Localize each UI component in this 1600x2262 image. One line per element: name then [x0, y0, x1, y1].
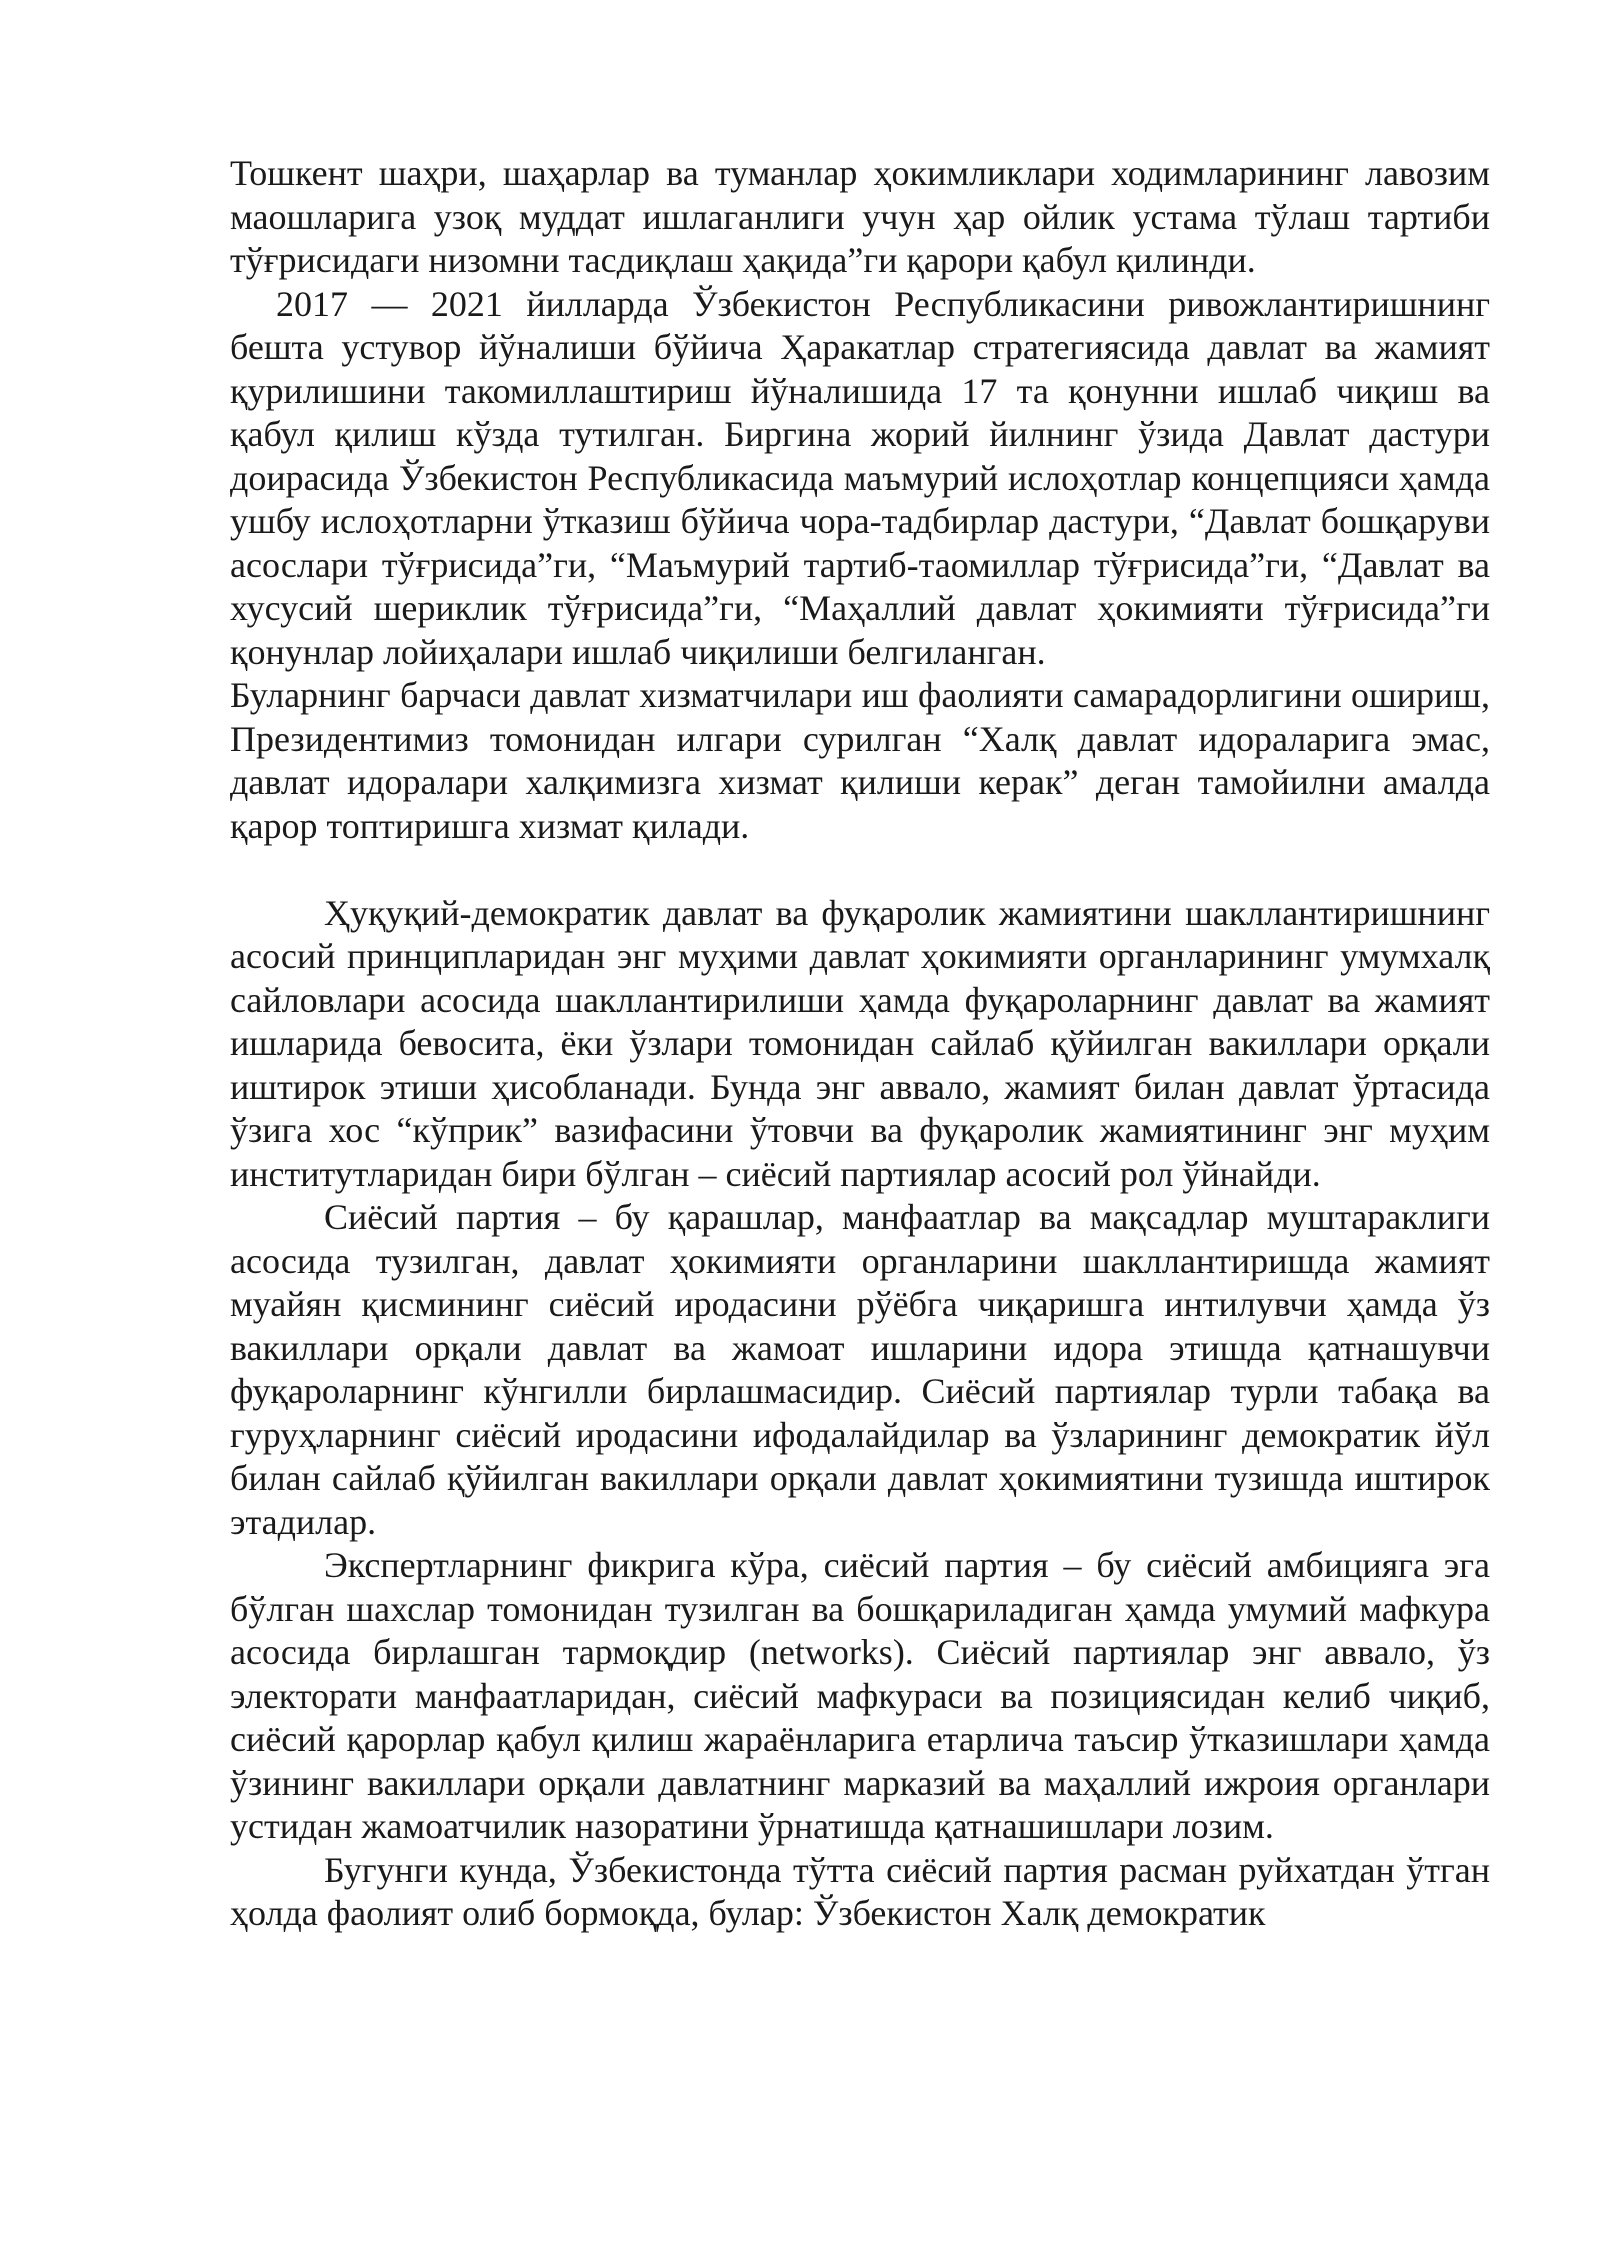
paragraph-experts-opinion: Экспертларнинг фикрига кўра, сиёсий партия – бу сиёсий амбицияга эга бўлган шахслар томонидан тузилган ва бошқариладиган ҳамда умумий мафкура асосида бирлашган тармоқдир (networks). Сиёсий партиялар энг аввало, ўз электорати манфаатларидан, сиёсий мафкураси ва позициясидан келиб чиқиб, сиёсий қарорлар қабул қилиш жараёнларига етарлича таъсир ўтказишлари ҳамда ўзининг вакиллари орқали давлатнинг марказий ва маҳаллий ижроия органлари устидан жамоатчилик назоратини ўрнатишда қатнашишлари лозим. — [230, 1545, 1490, 1846]
paragraph-civil-service-efficiency: Буларнинг барчаси давлат хизматчилари иш фаолияти самарадорлигини ошириш, Президентимиз томонидан илгари сурилган “Халқ давлат идораларига эмас, давлат идоралари халқимизга хизмат қилиши керак” деган тамойилни амалда қарор топтиришга хизмат қилади. — [230, 675, 1490, 846]
paragraph-parties-in-uzbekistan: Бугунги кунда, Ўзбекистонда тўтта сиёсий партия расман руйхатдан ўтган ҳолда фаолият олиб бормоқда, булар: Ўзбекистон Халқ демократик — [230, 1849, 1490, 1933]
paragraph-gap — [230, 848, 1490, 892]
paragraph-action-strategy: 2017 — 2021 йилларда Ўзбекистон Республикасини ривожлантиришнинг бешта устувор йўналиши бўйича Ҳаракатлар стратегиясида давлат ва жамият қурилишини такомиллаштириш йўналишида 17 та қонунни ишлаб чиқиш ва қабул қилиш кўзда тутилган. Биргина жорий йилнинг ўзида Давлат дастури доирасида Ўзбекистон Республикасида маъмурий ислоҳотлар концепцияси ҳамда ушбу ислоҳотларни ўтказиш бўйича чора-тадбирлар дастури, “Давлат бошқаруви асослари тўғрисида”ги, “Маъмурий тартиб-таомиллар тўғрисида”ги, “Давлат ва хусусий шериклик тўғрисида”ги, “Маҳаллий давлат ҳокимияти тўғрисида”ги қонунлар лойиҳалари ишлаб чиқилиши белгиланган. — [230, 283, 1490, 672]
paragraph-decree-conclusion: Тошкент шаҳри, шаҳарлар ва туманлар ҳокимликлари ходимларининг лавозим маошларига узоқ муддат ишлаганлиги учун ҳар ойлик устама тўлаш тартиби тўғрисидаги низомни тасдиқлаш ҳақида”ги қарори қабул қилинди. — [230, 153, 1490, 280]
document-page — [230, 152, 1490, 1936]
paragraph-political-party-definition: Сиёсий партия – бу қарашлар, манфаатлар ва мақсадлар муштараклиги асосида тузилган, давлат ҳокимияти органларини шакллантиришда жамият муайян қисмининг сиёсий иродасини рўёбга чиқаришга интилувчи ҳамда ўз вакиллари орқали давлат ва жамоат ишларини идора этишда қатнашувчи фуқароларнинг кўнгилли бирлашмасидир. Сиёсий партиялар турли табақа ва гуруҳларнинг сиёсий иродасини ифодалайдилар ва ўзларининг демократик йўл билан сайлаб қўйилган вакиллари орқали давлат ҳокимиятини тузишда иштирок этадилар. — [230, 1197, 1490, 1542]
paragraph-democratic-state: Ҳуқуқий-демократик давлат ва фуқаролик жамиятини шакллантиришнинг асосий принципларидан энг муҳими давлат ҳокимияти органларининг умумхалқ сайловлари асосида шакллантирилиши ҳамда фуқароларнинг давлат ва жамият ишларида бевосита, ёки ўзлари томонидан сайлаб қўйилган вакиллари орқали иштирок этиши ҳисобланади. Бунда энг аввало, жамият билан давлат ўртасида ўзига хос “кўприк” вазифасини ўтовчи ва фуқаролик жамиятининг энг муҳим институтларидан бири бўлган – сиёсий партиялар асосий рол ўйнайди. — [230, 892, 1490, 1194]
